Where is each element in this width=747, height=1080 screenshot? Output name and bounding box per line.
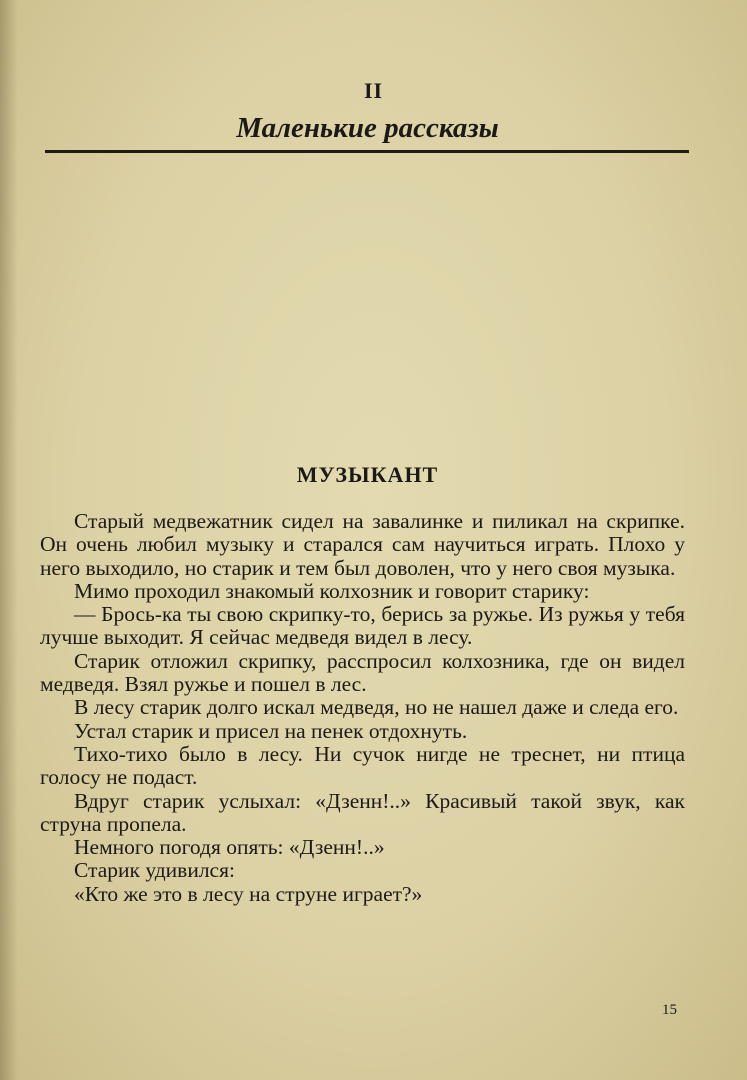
paragraph: — Брось-ка ты свою скрипку-то, берись за ружье. Из ружья у тебя лучше выходит. Я сейчас медведя видел в лесу. [40,602,685,650]
paragraph: В лесу старик долго искал медведя, но не нашел даже и следа его. [74,695,679,720]
paragraph: Вдруг старик услыхал: «Дзенн!..» Красивый такой звук, как струна пропела. [40,788,685,836]
page-number: 15 [662,1002,677,1018]
story-title: МУЗЫКАНТ [296,462,439,487]
paragraph: «Кто же это в лесу на струне играет?» [74,881,423,906]
paragraph: Тихо-тихо было в лесу. Ни сучок нигде не треснет, ни птица голосу не подаст. [40,741,685,790]
paragraph: Устал старик и присел на пенек отдохнуть. [74,718,468,743]
paragraph: Старик отложил скрипку, расспросил колхозника, где он видел медведя. Взял ружье и пошел в лес. [40,648,685,697]
paragraph: Старый медвежатник сидел на завалинке и пиликал на скрипке. Он очень любил музыку и старался сам научиться играть. Плохо у него выходило, но старик и тем был доволен, что у него своя музыка. [40,509,685,580]
paragraph: Немного погодя опять: «Дзенн!..» [74,835,385,860]
paragraph: Мимо проходил знакомый колхозник и говорит старику: [74,578,590,603]
section-divider [45,150,689,153]
section-title: Маленькие рассказы [236,112,499,144]
page-spine-shadow [0,0,18,1080]
paragraph: Старик удивился: [74,858,235,883]
section-number: II [363,78,384,103]
story-body [40,510,685,906]
